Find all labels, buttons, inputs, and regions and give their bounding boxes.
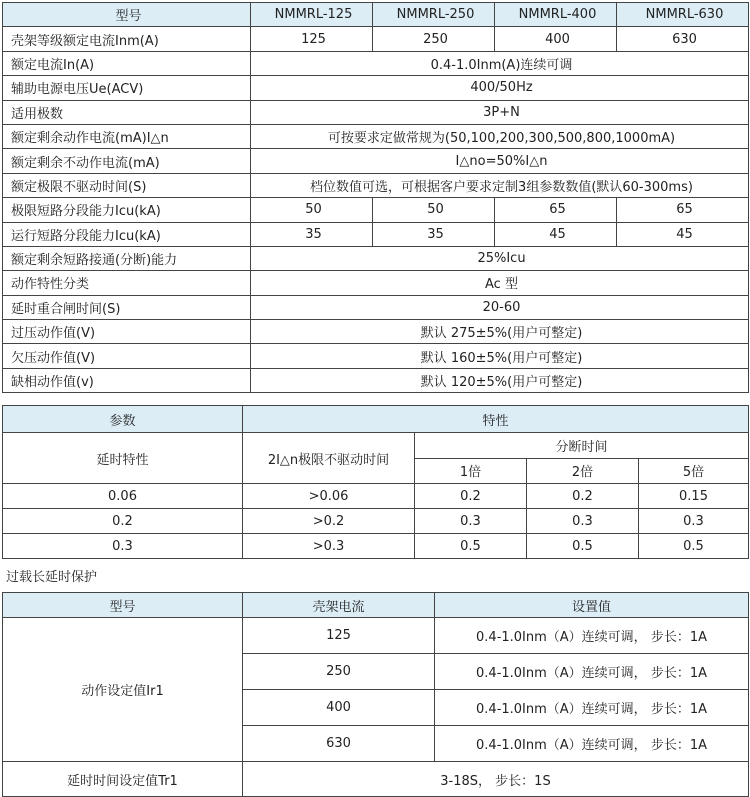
row-value: 400/50Hz [251,76,749,100]
param-header: 参数 [3,406,243,433]
row-value: 默认 120±5%(用户可整定) [251,368,749,392]
model-name: NMMRL-250 [373,3,495,27]
multiple-label: 2倍 [527,458,639,484]
nodrive-value: >0.3 [243,534,415,559]
model-name: NMMRL-125 [251,3,373,27]
break-value: 0.3 [527,509,639,534]
overload-caption: 过载长延时保护 [6,570,98,585]
row-label: 欠压动作值(V) [3,344,251,368]
spec-row [3,344,749,368]
frame-value: 630 [243,726,435,762]
cell-value: 45 [495,222,617,246]
row-label: 运行短路分段能力Icu(kA) [3,222,251,246]
delay-value: 0.06 [3,484,243,509]
break-time-label: 分断时间 [415,433,749,459]
break-value: 0.2 [527,484,639,509]
delay-setting-label: 延时时间设定值Tr1 [3,762,243,797]
break-value: 0.2 [415,484,527,509]
break-value: 0.5 [639,534,749,559]
spec-row-ics [3,222,749,246]
delay-row [3,509,749,534]
spec-row [3,271,749,295]
nodrive-value: >0.2 [243,509,415,534]
row-label: 壳架等级额定电流Inm(A) [3,27,251,51]
row-label: 适用极数 [3,100,251,124]
row-label: 额定电流In(A) [3,51,251,75]
break-value: 0.15 [639,484,749,509]
setting-value: 0.4-1.0Inm（A）连续可调， 步长：1A [435,618,749,654]
delay-setting-row [3,762,749,797]
spec-row [3,246,749,270]
row-label: 额定剩余短路接通(分断)能力 [3,246,251,270]
row-value: 档位数值可选，可根据客户要求定制3组参数数值(默认60-300ms) [251,173,749,197]
cell-value: 65 [617,198,749,222]
delay-setting-value: 3-18S， 步长：1S [243,762,749,797]
row-label: 缺相动作值(v) [3,368,251,392]
row-value: 默认 160±5%(用户可整定) [251,344,749,368]
row-value: Ac 型 [251,271,749,295]
cell-value: 400 [495,27,617,51]
delay-row [3,534,749,559]
spec-table [2,2,749,393]
spec-row [3,173,749,197]
nodrive-time-label: 2I△n极限不驱动时间 [243,433,415,484]
cell-value: 50 [251,198,373,222]
cell-value: 65 [495,198,617,222]
setting-value: 0.4-1.0Inm（A）连续可调， 步长：1A [435,726,749,762]
spec-row [3,51,749,75]
cell-value: 35 [251,222,373,246]
spec-row [3,368,749,392]
frame-value: 400 [243,690,435,726]
row-label: 额定剩余不动作电流(mA) [3,149,251,173]
setting-value: 0.4-1.0Inm（A）连续可调， 步长：1A [435,690,749,726]
setting-value: 0.4-1.0Inm（A）连续可调， 步长：1A [435,654,749,690]
break-value: 0.5 [527,534,639,559]
model-header: 型号 [3,593,243,618]
setting-header: 设置值 [435,593,749,618]
break-value: 0.3 [639,509,749,534]
delay-char-label: 延时特性 [3,433,243,484]
frame-value: 125 [243,618,435,654]
spec-row [3,124,749,148]
frame-current-header: 壳架电流 [243,593,435,618]
model-name: NMMRL-400 [495,3,617,27]
row-value: 可按要求定做常规为(50,100,200,300,500,800,1000mA) [251,124,749,148]
row-value: 0.4-1.0Inm(A)连续可调 [251,51,749,75]
frame-value: 250 [243,654,435,690]
row-label: 动作特性分类 [3,271,251,295]
row-label: 过压动作值(V) [3,320,251,344]
delay-value: 0.3 [3,534,243,559]
delay-subheader-row [3,433,749,459]
overload-row [3,618,749,654]
multiple-label: 5倍 [639,458,749,484]
model-header-label: 型号 [3,3,251,27]
delay-header-row [3,406,749,433]
spec-row [3,100,749,124]
spec-row [3,149,749,173]
cell-value: 630 [617,27,749,51]
cell-value: 50 [373,198,495,222]
row-label: 额定剩余动作电流(mA)I△n [3,124,251,148]
row-value: I△no=50%I△n [251,149,749,173]
cell-value: 125 [251,27,373,51]
delay-value: 0.2 [3,509,243,534]
overload-header-row [3,593,749,618]
multiple-label: 1倍 [415,458,527,484]
model-name: NMMRL-630 [617,3,749,27]
row-label: 延时重合闸时间(S) [3,295,251,319]
spec-row [3,76,749,100]
characteristic-header: 特性 [243,406,749,433]
spec-row [3,320,749,344]
row-label: 额定极限不驱动时间(S) [3,173,251,197]
row-value: 默认 275±5%(用户可整定) [251,320,749,344]
row-value: 3P+N [251,100,749,124]
cell-value: 35 [373,222,495,246]
spec-row-frame-current [3,27,749,51]
cell-value: 45 [617,222,749,246]
spec-row-icu [3,198,749,222]
row-value: 25%Icu [251,246,749,270]
delay-row [3,484,749,509]
overload-table [2,592,749,797]
delay-characteristics-table [2,405,749,559]
break-value: 0.5 [415,534,527,559]
cell-value: 250 [373,27,495,51]
row-label: 极限短路分段能力Icu(kA) [3,198,251,222]
nodrive-value: >0.06 [243,484,415,509]
row-value: 20-60 [251,295,749,319]
break-value: 0.3 [415,509,527,534]
spec-header-row [3,3,749,27]
action-setting-label: 动作设定值Ir1 [3,618,243,762]
row-label: 辅助电源电压Ue(ACV) [3,76,251,100]
spec-row [3,295,749,319]
